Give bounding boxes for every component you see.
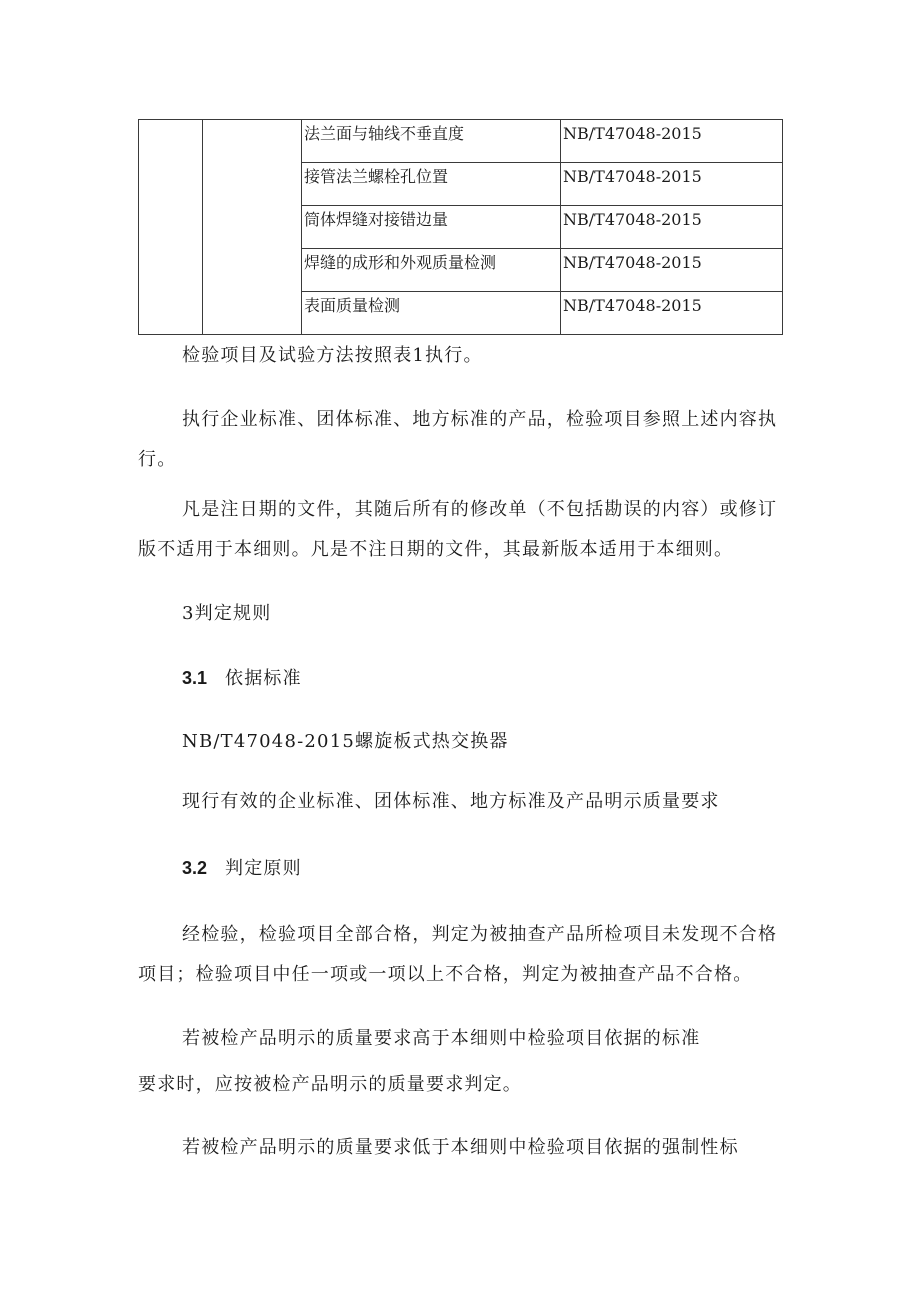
- item-cell: 接管法兰螺栓孔位置: [302, 163, 561, 206]
- subsection-title: 依据标准: [225, 668, 302, 689]
- paragraph-test-method: 检验项目及试验方法按照表1执行。: [182, 345, 483, 366]
- paragraph-higher-requirement-line1: 若被检产品明示的质量要求高于本细则中检验项目依据的标准: [182, 1028, 701, 1049]
- paragraph-higher-requirement-line2: 要求时，应按被检产品明示的质量要求判定。: [138, 1074, 522, 1095]
- item-cell: 筒体焊缝对接错边量: [302, 206, 561, 249]
- paragraph-dated-documents: 凡是注日期的文件，其随后所有的修改单（不包括勘误的内容）或修订版不适用于本细则。凡是不注日期的文件，其最新版本适用于本细则。: [138, 499, 778, 560]
- standard-cell: NB/T47048-2015: [561, 163, 783, 206]
- standard-cell: NB/T47048-2015: [561, 206, 783, 249]
- standard-cell: NB/T47048-2015: [561, 120, 783, 163]
- standard-reference-2: 现行有效的企业标准、团体标准、地方标准及产品明示质量要求: [182, 791, 720, 812]
- inspection-table: [138, 119, 783, 335]
- item-cell: 法兰面与轴线不垂直度: [302, 120, 561, 163]
- subsection-3-1-heading: [182, 666, 302, 691]
- merged-cell-subcategory: [203, 120, 302, 335]
- paragraph-lower-requirement: 若被检产品明示的质量要求低于本细则中检验项目依据的强制性标: [182, 1137, 739, 1158]
- item-cell: 表面质量检测: [302, 292, 561, 335]
- section-title-judgment-rules: 3判定规则: [182, 603, 272, 624]
- subsection-number: 3.1: [182, 668, 208, 688]
- merged-cell-category: [139, 120, 203, 335]
- item-cell: 焊缝的成形和外观质量检测: [302, 249, 561, 292]
- subsection-number: 3.2: [182, 858, 208, 878]
- standard-cell: NB/T47048-2015: [561, 249, 783, 292]
- paragraph-judgment-principle: 经检验，检验项目全部合格，判定为被抽查产品所检项目未发现不合格项目；检验项目中任一项或一项以上不合格，判定为被抽查产品不合格。: [138, 924, 778, 985]
- standard-reference-1: NB/T47048-2015螺旋板式热交换器: [182, 731, 509, 752]
- subsection-title: 判定原则: [225, 858, 302, 879]
- paragraph-other-standards: 执行企业标准、团体标准、地方标准的产品，检验项目参照上述内容执行。: [138, 409, 778, 470]
- table-row: [139, 120, 783, 163]
- standard-cell: NB/T47048-2015: [561, 292, 783, 335]
- subsection-3-2-heading: [182, 856, 302, 881]
